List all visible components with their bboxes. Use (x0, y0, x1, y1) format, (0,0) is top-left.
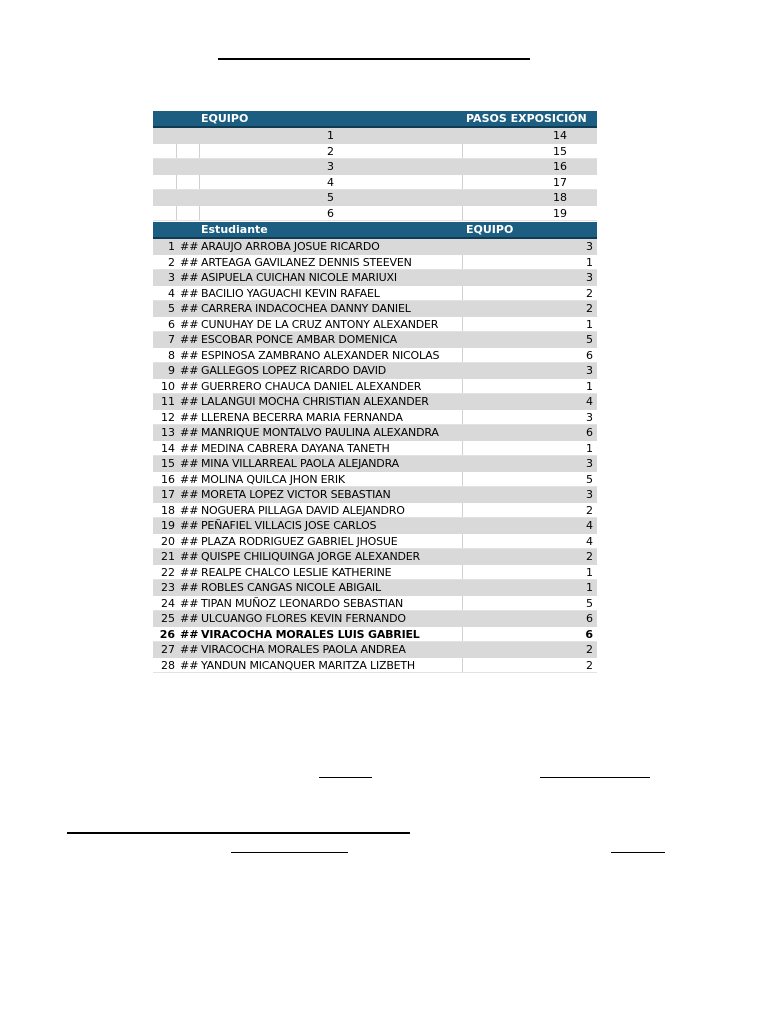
student-row (153, 301, 597, 317)
students-table (153, 222, 597, 673)
cell-border (462, 627, 463, 643)
student-equipo: 5 (586, 596, 593, 610)
hash-marker: ## (180, 581, 199, 594)
cell-border (462, 441, 463, 457)
cell-border (462, 472, 463, 488)
student-equipo: 2 (586, 643, 593, 656)
student-row (153, 658, 597, 674)
equipo-number: 6 (327, 206, 334, 220)
student-row (153, 270, 597, 286)
student-equipo: 1 (586, 565, 593, 579)
hash-marker: ## (180, 255, 199, 269)
equipos-row (153, 175, 597, 191)
cell-border (176, 144, 177, 160)
signature-line (319, 777, 372, 778)
student-name: PEÑAFIEL VILLACIS JOSE CARLOS (201, 519, 377, 532)
cell-border (462, 379, 463, 395)
equipos-row (153, 159, 597, 175)
title-underline (218, 58, 530, 60)
cell-border (462, 175, 463, 191)
cell-border (199, 175, 200, 191)
row-number: 20 (161, 534, 175, 548)
student-name: GALLEGOS LOPEZ RICARDO DAVID (201, 364, 387, 377)
student-name: VIRACOCHA MORALES PAOLA ANDREA (201, 643, 406, 656)
equipo-number: 5 (327, 191, 334, 204)
row-number: 9 (168, 364, 175, 377)
student-equipo: 2 (586, 302, 593, 315)
student-equipo: 3 (586, 457, 593, 470)
equipos-row (153, 144, 597, 160)
students-table-header (153, 222, 597, 239)
hash-marker: ## (180, 317, 199, 331)
row-number: 13 (161, 426, 175, 439)
student-name: VIRACOCHA MORALES LUIS GABRIEL (201, 627, 420, 641)
cell-border (462, 206, 463, 222)
cell-border (462, 410, 463, 426)
hash-marker: ## (180, 302, 199, 315)
student-name: MOLINA QUILCA JHON ERIK (201, 472, 345, 486)
student-equipo: 6 (586, 612, 593, 625)
row-number: 11 (161, 395, 175, 408)
student-equipo: 3 (586, 364, 593, 377)
student-row (153, 394, 597, 410)
cell-border (462, 286, 463, 302)
hash-marker: ## (180, 379, 199, 393)
hash-marker: ## (180, 457, 199, 470)
equipo-column-header: EQUIPO (466, 223, 514, 236)
student-row (153, 363, 597, 379)
student-name: ULCUANGO FLORES KEVIN FERNANDO (201, 612, 406, 625)
row-number: 21 (161, 550, 175, 563)
student-name: NOGUERA PILLAGA DAVID ALEJANDRO (201, 503, 405, 517)
student-equipo: 6 (586, 348, 593, 362)
row-number: 1 (168, 240, 175, 253)
hash-marker: ## (180, 472, 199, 486)
student-equipo: 5 (586, 333, 593, 346)
pasos-value: 16 (553, 160, 567, 173)
pasos-column-header: PASOS EXPOSICIÓN (466, 112, 587, 125)
student-row (153, 487, 597, 503)
row-border (153, 220, 597, 221)
student-name: LLERENA BECERRA MARIA FERNANDA (201, 410, 403, 424)
cell-border (462, 144, 463, 160)
pasos-value: 17 (553, 175, 567, 189)
student-equipo: 1 (586, 379, 593, 393)
hash-marker: ## (180, 333, 199, 346)
cell-border (462, 503, 463, 519)
hash-marker: ## (180, 612, 199, 625)
hash-marker: ## (180, 426, 199, 439)
row-number: 28 (161, 658, 175, 672)
student-equipo: 1 (586, 255, 593, 269)
student-equipo: 3 (586, 488, 593, 501)
student-row (153, 317, 597, 333)
equipos-row (153, 128, 597, 144)
hash-marker: ## (180, 441, 199, 455)
signature-line (540, 777, 650, 778)
student-equipo: 5 (586, 472, 593, 486)
hash-marker: ## (180, 519, 199, 532)
hash-marker: ## (180, 348, 199, 362)
cell-border (462, 255, 463, 271)
row-number: 3 (168, 271, 175, 284)
student-equipo: 1 (586, 317, 593, 331)
student-equipo: 2 (586, 503, 593, 517)
equipos-row (153, 190, 597, 206)
signature-line (611, 852, 665, 853)
student-row (153, 596, 597, 612)
student-row (153, 642, 597, 658)
student-name: GUERRERO CHAUCA DANIEL ALEXANDER (201, 379, 422, 393)
row-number: 26 (159, 627, 175, 641)
equipo-column-header: EQUIPO (201, 112, 249, 125)
student-row (153, 332, 597, 348)
hash-marker: ## (180, 410, 199, 424)
student-name: BACILIO YAGUACHI KEVIN RAFAEL (201, 286, 380, 300)
student-row (153, 239, 597, 255)
student-equipo: 1 (586, 441, 593, 455)
row-number: 14 (161, 441, 175, 455)
student-row (153, 425, 597, 441)
student-row (153, 580, 597, 596)
student-name: PLAZA RODRIGUEZ GABRIEL JHOSUE (201, 534, 398, 548)
row-number: 12 (161, 410, 175, 424)
student-name: CARRERA INDACOCHEA DANNY DANIEL (201, 302, 411, 315)
student-name: ROBLES CANGAS NICOLE ABIGAIL (201, 581, 381, 594)
students-table-body (153, 239, 597, 673)
hash-marker: ## (180, 643, 199, 656)
equipos-row (153, 206, 597, 222)
hash-marker: ## (180, 565, 199, 579)
cell-border (462, 565, 463, 581)
row-number: 4 (168, 286, 175, 300)
student-name: CUNUHAY DE LA CRUZ ANTONY ALEXANDER (201, 317, 439, 331)
student-row (153, 565, 597, 581)
hash-marker: ## (180, 550, 199, 563)
equipo-number: 1 (327, 129, 334, 142)
hash-marker: ## (180, 596, 199, 610)
equipo-number: 4 (327, 175, 334, 189)
cell-border (199, 206, 200, 222)
student-row (153, 441, 597, 457)
cell-border (462, 348, 463, 364)
equipos-table-body (153, 128, 597, 221)
row-number: 15 (161, 457, 175, 470)
student-equipo: 3 (586, 410, 593, 424)
row-number: 2 (168, 255, 175, 269)
student-row (153, 518, 597, 534)
hash-marker: ## (180, 286, 199, 300)
student-row (153, 255, 597, 271)
student-row (153, 503, 597, 519)
student-equipo: 1 (586, 581, 593, 594)
pasos-value: 14 (553, 129, 567, 142)
student-row (153, 410, 597, 426)
student-name: QUISPE CHILIQUINGA JORGE ALEXANDER (201, 550, 420, 563)
student-equipo: 6 (586, 426, 593, 439)
row-number: 6 (168, 317, 175, 331)
student-row (153, 379, 597, 395)
student-equipo: 3 (586, 240, 593, 253)
student-name: MINA VILLARREAL PAOLA ALEJANDRA (201, 457, 399, 470)
student-row (153, 627, 597, 643)
row-number: 24 (161, 596, 175, 610)
student-equipo: 2 (586, 658, 593, 672)
row-number: 18 (161, 503, 175, 517)
student-name: MORETA LOPEZ VICTOR SEBASTIAN (201, 488, 391, 501)
hash-marker: ## (180, 364, 199, 377)
cell-border (176, 206, 177, 222)
student-equipo: 2 (586, 286, 593, 300)
equipo-number: 2 (327, 144, 334, 158)
student-row (153, 472, 597, 488)
student-name: YANDUN MICANQUER MARITZA LIZBETH (201, 658, 416, 672)
cell-border (176, 175, 177, 191)
row-number: 10 (161, 379, 175, 393)
student-equipo: 4 (586, 534, 593, 548)
hash-marker: ## (180, 534, 199, 548)
hash-marker: ## (180, 488, 199, 501)
pasos-value: 19 (553, 206, 567, 220)
student-name: ASIPUELA CUICHAN NICOLE MARIUXI (201, 271, 397, 284)
student-equipo: 2 (586, 550, 593, 563)
row-number: 16 (161, 472, 175, 486)
student-name: TIPAN MUÑOZ LEONARDO SEBASTIAN (201, 596, 404, 610)
student-name: ARTEAGA GAVILANEZ DENNIS STEEVEN (201, 255, 412, 269)
hash-marker: ## (180, 271, 199, 284)
hash-marker: ## (180, 240, 199, 253)
hash-marker: ## (180, 627, 199, 641)
row-number: 17 (161, 488, 175, 501)
student-name: REALPE CHALCO LESLIE KATHERINE (201, 565, 392, 579)
estudiante-column-header: Estudiante (201, 223, 268, 236)
cell-border (462, 658, 463, 674)
hash-marker: ## (180, 395, 199, 408)
signature-line (231, 852, 348, 853)
student-name: ESPINOSA ZAMBRANO ALEXANDER NICOLAS (201, 348, 440, 362)
pasos-value: 18 (553, 191, 567, 204)
row-number: 23 (161, 581, 175, 594)
row-number: 7 (168, 333, 175, 346)
cell-border (199, 144, 200, 160)
hash-marker: ## (180, 503, 199, 517)
cell-border (462, 534, 463, 550)
student-row (153, 286, 597, 302)
student-equipo: 4 (586, 519, 593, 532)
student-equipo: 4 (586, 395, 593, 408)
student-row (153, 549, 597, 565)
student-equipo: 6 (585, 627, 593, 641)
student-name: LALANGUI MOCHA CHRISTIAN ALEXANDER (201, 395, 429, 408)
row-number: 8 (168, 348, 175, 362)
student-equipo: 3 (586, 271, 593, 284)
student-name: MANRIQUE MONTALVO PAULINA ALEXANDRA (201, 426, 439, 439)
equipos-table (153, 111, 597, 221)
row-number: 19 (161, 519, 175, 532)
hash-marker: ## (180, 658, 199, 672)
student-name: ESCOBAR PONCE AMBAR DOMENICA (201, 333, 398, 346)
student-row (153, 456, 597, 472)
student-name: MEDINA CABRERA DAYANA TANETH (201, 441, 390, 455)
student-row (153, 348, 597, 364)
student-row (153, 534, 597, 550)
equipo-number: 3 (327, 160, 334, 173)
student-row (153, 611, 597, 627)
cell-border (462, 596, 463, 612)
student-name: ARAUJO ARROBA JOSUE RICARDO (201, 240, 380, 253)
row-number: 22 (161, 565, 175, 579)
row-number: 5 (168, 302, 175, 315)
cell-border (462, 317, 463, 333)
row-number: 27 (161, 643, 175, 656)
row-number: 25 (161, 612, 175, 625)
equipos-table-header (153, 111, 597, 128)
pasos-value: 15 (553, 144, 567, 158)
signature-line (67, 832, 410, 834)
